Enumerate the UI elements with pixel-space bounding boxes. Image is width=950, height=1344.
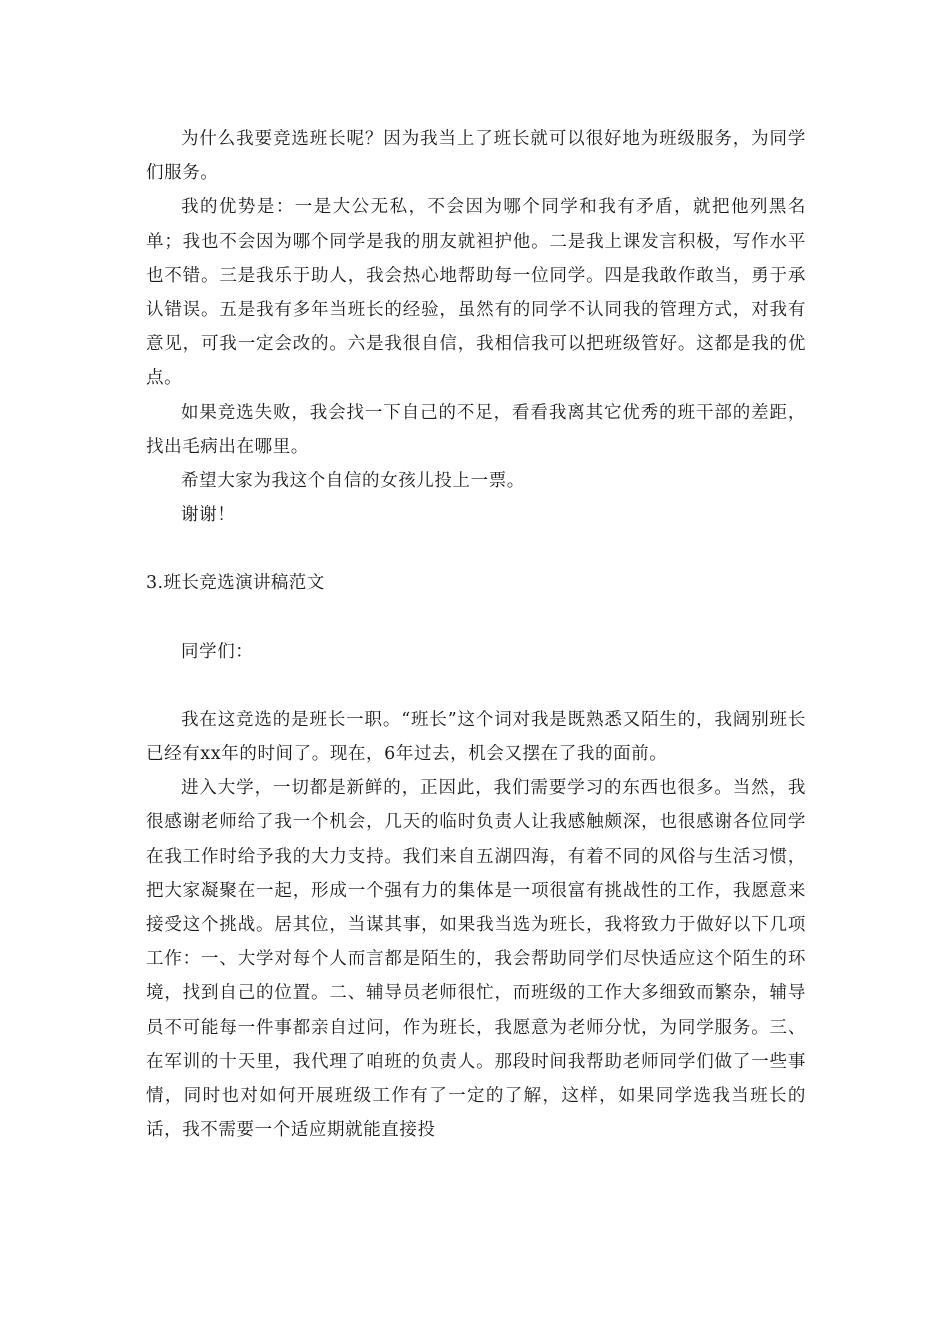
paragraph-advantages: 我的优势是：一是大公无私，不会因为哪个同学和我有矛盾，就把他列黑名单；我也不会因为哪个同学是我的朋友就袒护他。二是我上课发言积极，写作水平也不错。三是我乐于助人，我会热心地帮助每一位同学。四是我敢作敢当，勇于承认错误。五是我有多年当班长的经验，虽然有的同学不认同我的管理方式，对我有意见，可我一定会改的。六是我很自信，我相信我可以把班级管好。这都是我的优点。: [146, 197, 806, 389]
paragraph-if-fail: 如果竞选失败，我会找一下自己的不足，看看我离其它优秀的班干部的差距，找出毛病出在哪里。: [146, 402, 806, 457]
paragraph-university: 进入大学，一切都是新鲜的，正因此，我们需要学习的东西也很多。当然，我很感谢老师给了我一个机会，几天的临时负责人让我感触颇深，也很感谢各位同学在我工作时给予我的大力支持。我们来自五湖四海，有着不同的风俗与生活习惯，把大家凝聚在一起，形成一个强有力的集体是一项很富有挑战性的工作，我愿意来接受这个挑战。居其位，当谋其事，如果我当选为班长，我将致力于做好以下几项工作：一、大学对每个人而言都是陌生的，我会帮助同学们尽快适应这个陌生的环境，找到自己的位置。二、辅导员老师很忙，而班级的工作大多细致而繁杂，辅导员不可能每一件事都亲自过问，作为班长，我愿意为老师分忧，为同学服务。三、在军训的十天里，我代理了咱班的负责人。那段时间我帮助老师同学们做了一些事情，同时也对如何开展班级工作有了一定的了解，这样，如果同学选我当班长的话，我不需要一个适应期就能直接投: [146, 778, 806, 1141]
paragraph-vote-request: 希望大家为我这个自信的女孩儿投上一票。: [181, 471, 525, 492]
section-heading: 3.班长竞选演讲稿范文: [146, 573, 325, 594]
spacer: [146, 669, 806, 703]
paragraph-position: 我在这竞选的是班长一职。“班长”这个词对我是既熟悉又陌生的，我阔别班长已经有xx年的时间了。现在，6年过去，机会又摆在了我的面前。: [146, 709, 806, 765]
document-body: [146, 122, 806, 1147]
paragraph-thanks: 谢谢！: [181, 505, 236, 526]
spacer: [146, 532, 806, 566]
paragraph-why-run: 为什么我要竞选班长呢？因为我当上了班长就可以很好地为班级服务，为同学们服务。: [146, 129, 806, 184]
spacer: [146, 601, 806, 635]
greeting: 同学们：: [181, 641, 254, 662]
